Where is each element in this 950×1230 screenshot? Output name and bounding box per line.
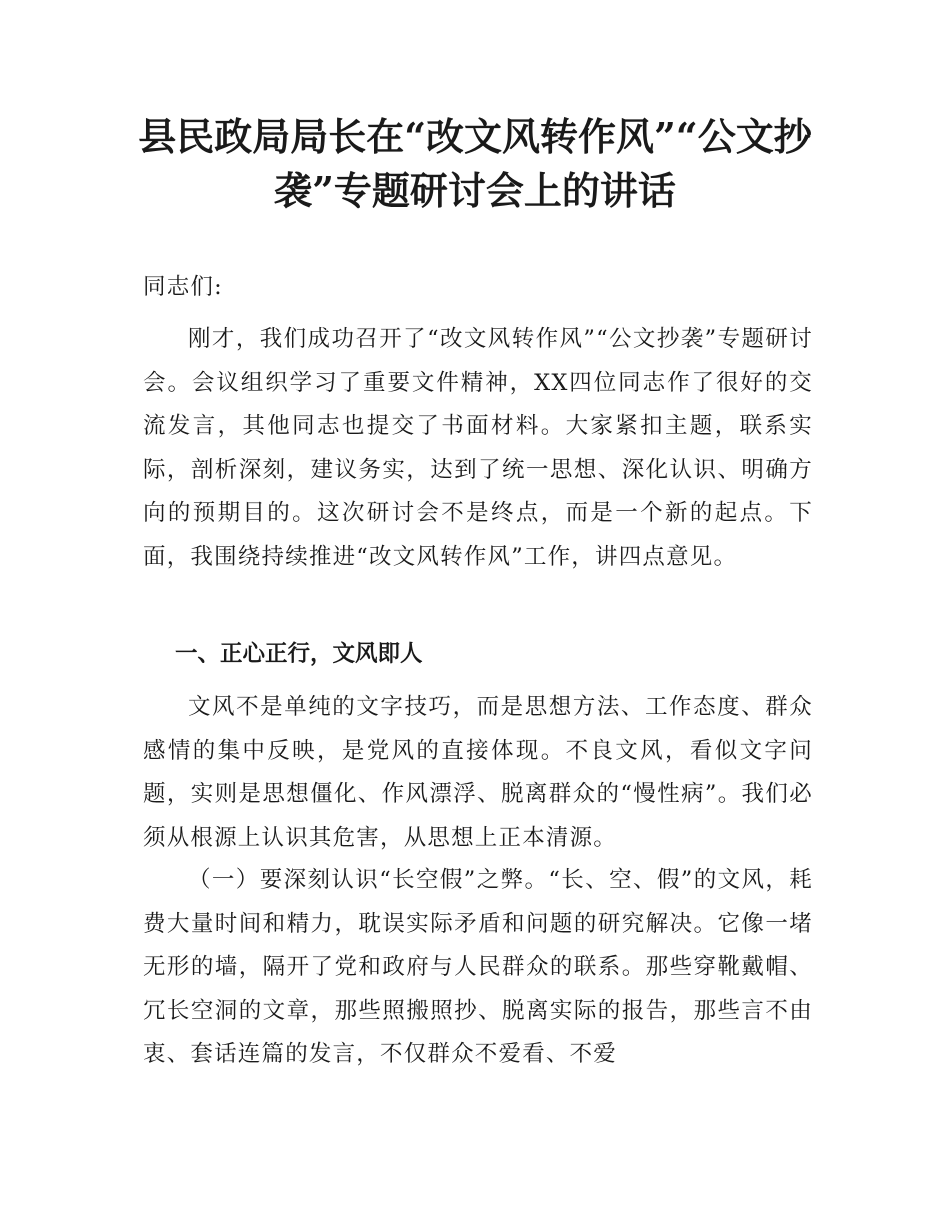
paragraph-section1-intro: 文风不是单纯的文字技巧，而是思想方法、工作态度、群众感情的集中反映，是党风的直接体现。不良文风，看似文字问题，实则是思想僵化、作风漂浮、脱离群众的“慢性病”。我们必须从根源上认识其危害，从思想上正本清源。 — [143, 694, 813, 851]
title-line-1: 县民政局局长在“改文风转作风”“公文抄 — [138, 114, 812, 159]
salutation: 同志们: — [143, 274, 223, 300]
paragraph-opening: 刚才，我们成功召开了“改文风转作风”“公文抄袭”专题研讨会。会议组织学习了重要文件精神，XX四位同志作了很好的交流发言，其他同志也提交了书面材料。大家紧扣主题，联系实际，剖析深刻，建议务实，达到了统一思想、深化认识、明确方向的预期目的。这次研讨会不是终点，而是一个新的起点。下面，我围绕持续推进“改文风转作风”工作，讲四点意见。 — [143, 326, 813, 570]
document-title — [100, 110, 850, 218]
paragraph-section1-point1: （一）要深刻认识“长空假”之弊。“长、空、假”的文风，耗费大量时间和精力，耽误实际矛盾和问题的研究解决。它像一堵无形的墙，隔开了党和政府与人民群众的联系。那些穿靴戴帽、冗长空洞的文章，那些照搬照抄、脱离实际的报告，那些言不由衷、套话连篇的发言，不仅群众不爱看、不爱 — [143, 867, 813, 1067]
title-line-2: 袭”专题研讨会上的讲话 — [274, 168, 676, 213]
section-heading-1: 一、正心正行，文风即人 — [175, 641, 423, 667]
